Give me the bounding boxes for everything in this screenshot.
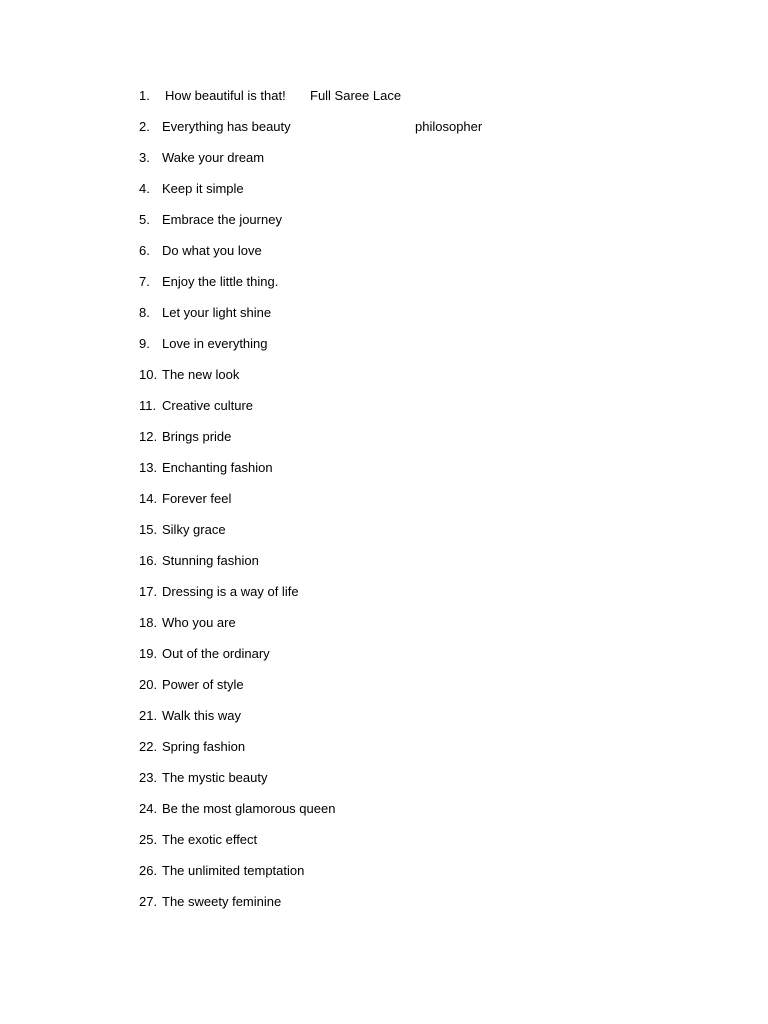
list-item-number: 5. xyxy=(139,212,150,227)
list-item-text: The unlimited temptation xyxy=(162,863,305,878)
list-item-number: 23. xyxy=(139,770,158,785)
list-item-number: 4. xyxy=(139,181,150,196)
list-item-number: 25. xyxy=(139,832,158,847)
list-item-text: Embrace the journey xyxy=(162,212,282,227)
list-item-text: Spring fashion xyxy=(162,739,246,754)
list-item-text: Brings pride xyxy=(162,429,232,444)
list-item-number: 10. xyxy=(139,367,158,382)
list-item-number: 8. xyxy=(139,305,150,320)
list-item-text: Wake your dream xyxy=(162,150,265,165)
list-item-number: 19. xyxy=(139,646,158,661)
list-item-number: 17. xyxy=(139,584,158,599)
list-item-number: 12. xyxy=(139,429,158,444)
list-item-number: 2. xyxy=(139,119,150,134)
list-item-text: Everything has beauty xyxy=(162,119,291,134)
list-item-number: 1. xyxy=(139,88,150,103)
list-item-number: 11. xyxy=(139,398,157,413)
list-item-number: 18. xyxy=(139,615,158,630)
list-item-text: Silky grace xyxy=(162,522,226,537)
list-item-number: 16. xyxy=(139,553,158,568)
list-item-text: Walk this way xyxy=(162,708,241,723)
list-item-text: Be the most glamorous queen xyxy=(162,801,336,816)
list-item-text: Power of style xyxy=(162,677,244,692)
list-item-number: 26. xyxy=(139,863,158,878)
list-item-number: 24. xyxy=(139,801,158,816)
list-item-number: 3. xyxy=(139,150,150,165)
list-item-text: The sweety feminine xyxy=(162,894,282,909)
list-item-text: Enjoy the little thing. xyxy=(162,274,279,289)
list-item-text: Who you are xyxy=(162,615,236,630)
list-item-text: The exotic effect xyxy=(162,832,258,847)
list-item-text: Forever feel xyxy=(162,491,232,506)
list-item-number: 9. xyxy=(139,336,150,351)
list-item-text: Out of the ordinary xyxy=(162,646,270,661)
list-item-text: Do what you love xyxy=(162,243,262,258)
list-item-number: 22. xyxy=(139,739,158,754)
list-item-text: Let your light shine xyxy=(162,305,272,320)
list-item-text: The new look xyxy=(162,367,240,382)
list-item-text: How beautiful is that! xyxy=(165,88,286,103)
list-item-number: 27. xyxy=(139,894,158,909)
list-item-number: 6. xyxy=(139,243,150,258)
list-item-text: Keep it simple xyxy=(162,181,244,196)
list-item-number: 14. xyxy=(139,491,158,506)
list-item-number: 15. xyxy=(139,522,158,537)
list-item-number: 20. xyxy=(139,677,158,692)
list-item-text: Enchanting fashion xyxy=(162,460,273,475)
list-item-text: Dressing is a way of life xyxy=(162,584,299,599)
list-item-text: Stunning fashion xyxy=(162,553,259,568)
list-item-note: philosopher xyxy=(415,119,483,134)
list-item-note: Full Saree Lace xyxy=(310,88,402,103)
list-item-text: The mystic beauty xyxy=(162,770,268,785)
list-item-text: Love in everything xyxy=(162,336,268,351)
list-item-text: Creative culture xyxy=(162,398,254,413)
list-item-number: 13. xyxy=(139,460,158,475)
list-item-number: 21. xyxy=(139,708,158,723)
list-item-number: 7. xyxy=(139,274,150,289)
